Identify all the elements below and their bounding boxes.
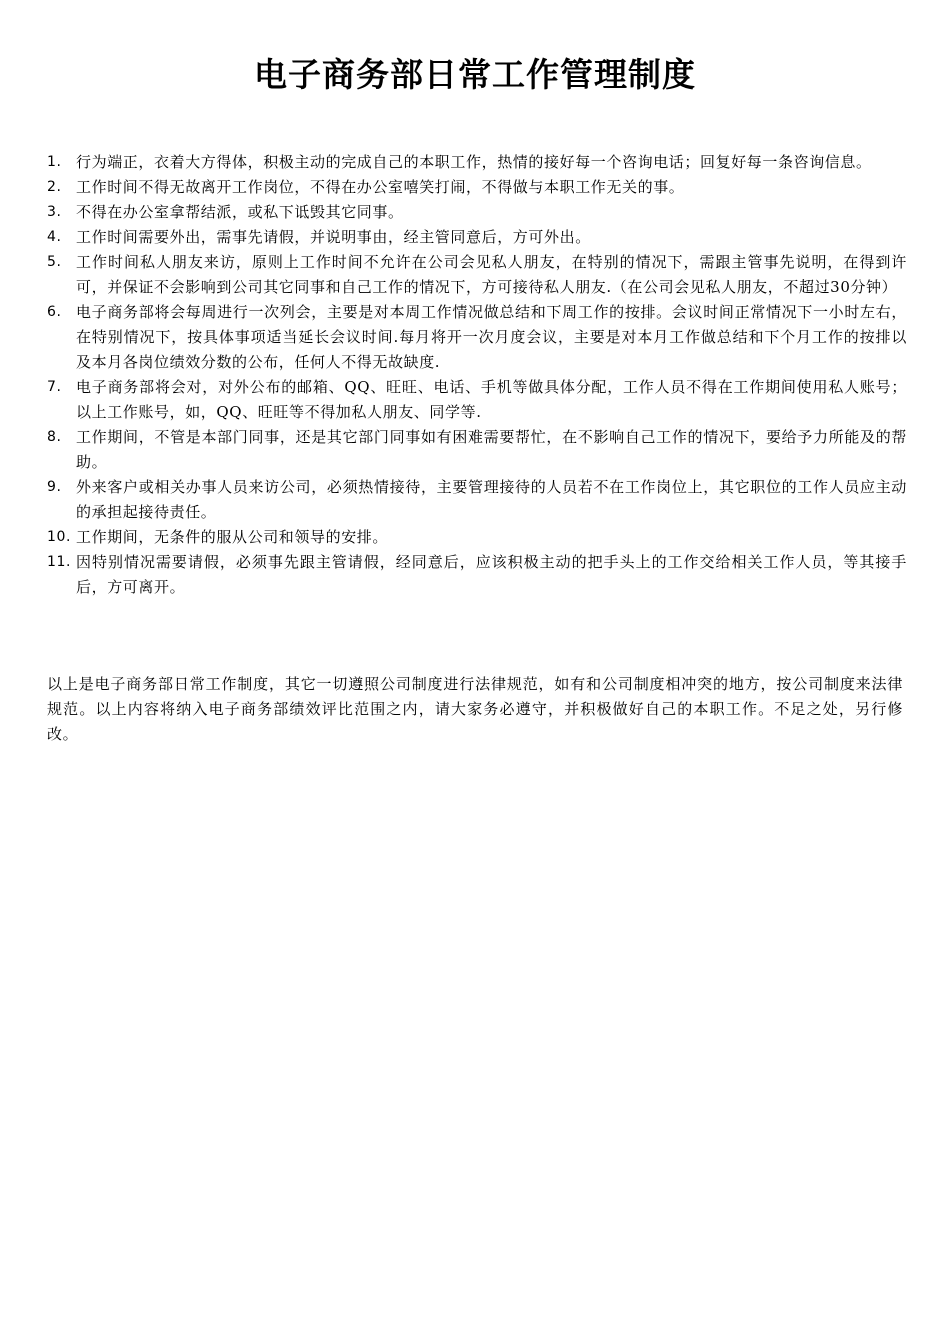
rule-text: 因特别情况需要请假，必须事先跟主管请假，经同意后，应该积极主动的把手头上的工作交给相关工作人员，等其接手后，方可离开。 xyxy=(76,553,907,596)
rule-text: 工作期间，不管是本部门同事，还是其它部门同事如有困难需要帮忙，在不影响自己工作的情况下，要给予力所能及的帮助。 xyxy=(76,428,907,471)
rule-number: 3. xyxy=(47,204,62,220)
rule-number: 8. xyxy=(47,429,62,445)
rule-text: 电子商务部将会每周进行一次列会，主要是对本周工作情况做总结和下周工作的按排。会议时间正常情况下一小时左右，在特别情况下，按具体事项适当延长会议时间.每月将开一次月度会议，主要是对本月工作做总结和下个月工作的按排以及本月各岗位绩效分数的公布，任何人不得无故缺度. xyxy=(76,303,907,371)
rule-text: 行为端正，衣着大方得体，积极主动的完成自己的本职工作，热情的接好每一个咨询电话；回复好每一条咨询信息。 xyxy=(76,153,872,171)
rule-item xyxy=(47,225,907,250)
rule-text: 工作时间需要外出，需事先请假，并说明事由，经主管同意后，方可外出。 xyxy=(76,228,591,246)
rule-number: 11. xyxy=(47,554,72,570)
rule-item xyxy=(47,375,907,425)
rule-text: 外来客户或相关办事人员来访公司，必须热情接待，主要管理接待的人员若不在工作岗位上，其它职位的工作人员应主动的承担起接待责任。 xyxy=(76,478,907,521)
rule-item xyxy=(47,475,907,525)
rule-text: 工作期间，无条件的服从公司和领导的安排。 xyxy=(76,528,389,546)
rule-item xyxy=(47,525,907,550)
rule-number: 10. xyxy=(47,529,72,545)
document-title: 电子商务部日常工作管理制度 xyxy=(254,55,696,94)
rule-item xyxy=(47,550,907,600)
rules-list xyxy=(47,150,907,600)
rule-item xyxy=(47,300,907,375)
rule-item xyxy=(47,150,907,175)
rule-number: 7. xyxy=(47,379,62,395)
rule-item xyxy=(47,200,907,225)
rule-text: 工作时间私人朋友来访，原则上工作时间不允许在公司会见私人朋友，在特别的情况下，需跟主管事先说明，在得到许可，并保证不会影响到公司其它同事和自己工作的情况下，方可接待私人朋友.（在公司会见私人朋友，不超过30分钟） xyxy=(76,253,907,296)
rule-number: 4. xyxy=(47,229,62,245)
rule-number: 1. xyxy=(47,154,62,170)
rule-number: 5. xyxy=(47,254,62,270)
rule-number: 2. xyxy=(47,179,62,195)
rule-number: 6. xyxy=(47,304,62,320)
rule-number: 9. xyxy=(47,479,62,495)
rule-text: 不得在办公室拿帮结派，或私下诋毁其它同事。 xyxy=(76,203,404,221)
rule-item xyxy=(47,250,907,300)
rule-text: 电子商务部将会对，对外公布的邮箱、QQ、旺旺、电话、手机等做具体分配，工作人员不得在工作期间使用私人账号；以上工作账号，如，QQ、旺旺等不得加私人朋友、同学等. xyxy=(76,378,907,421)
rule-item xyxy=(47,175,907,200)
rule-item xyxy=(47,425,907,475)
closing-paragraph: 以上是电子商务部日常工作制度，其它一切遵照公司制度进行法律规范，如有和公司制度相冲突的地方，按公司制度来法律规范。以上内容将纳入电子商务部绩效评比范围之内，请大家务必遵守，并积极做好自己的本职工作。不足之处，另行修改。 xyxy=(47,675,903,743)
rule-text: 工作时间不得无故离开工作岗位，不得在办公室嘻笑打闹，不得做与本职工作无关的事。 xyxy=(76,178,685,196)
